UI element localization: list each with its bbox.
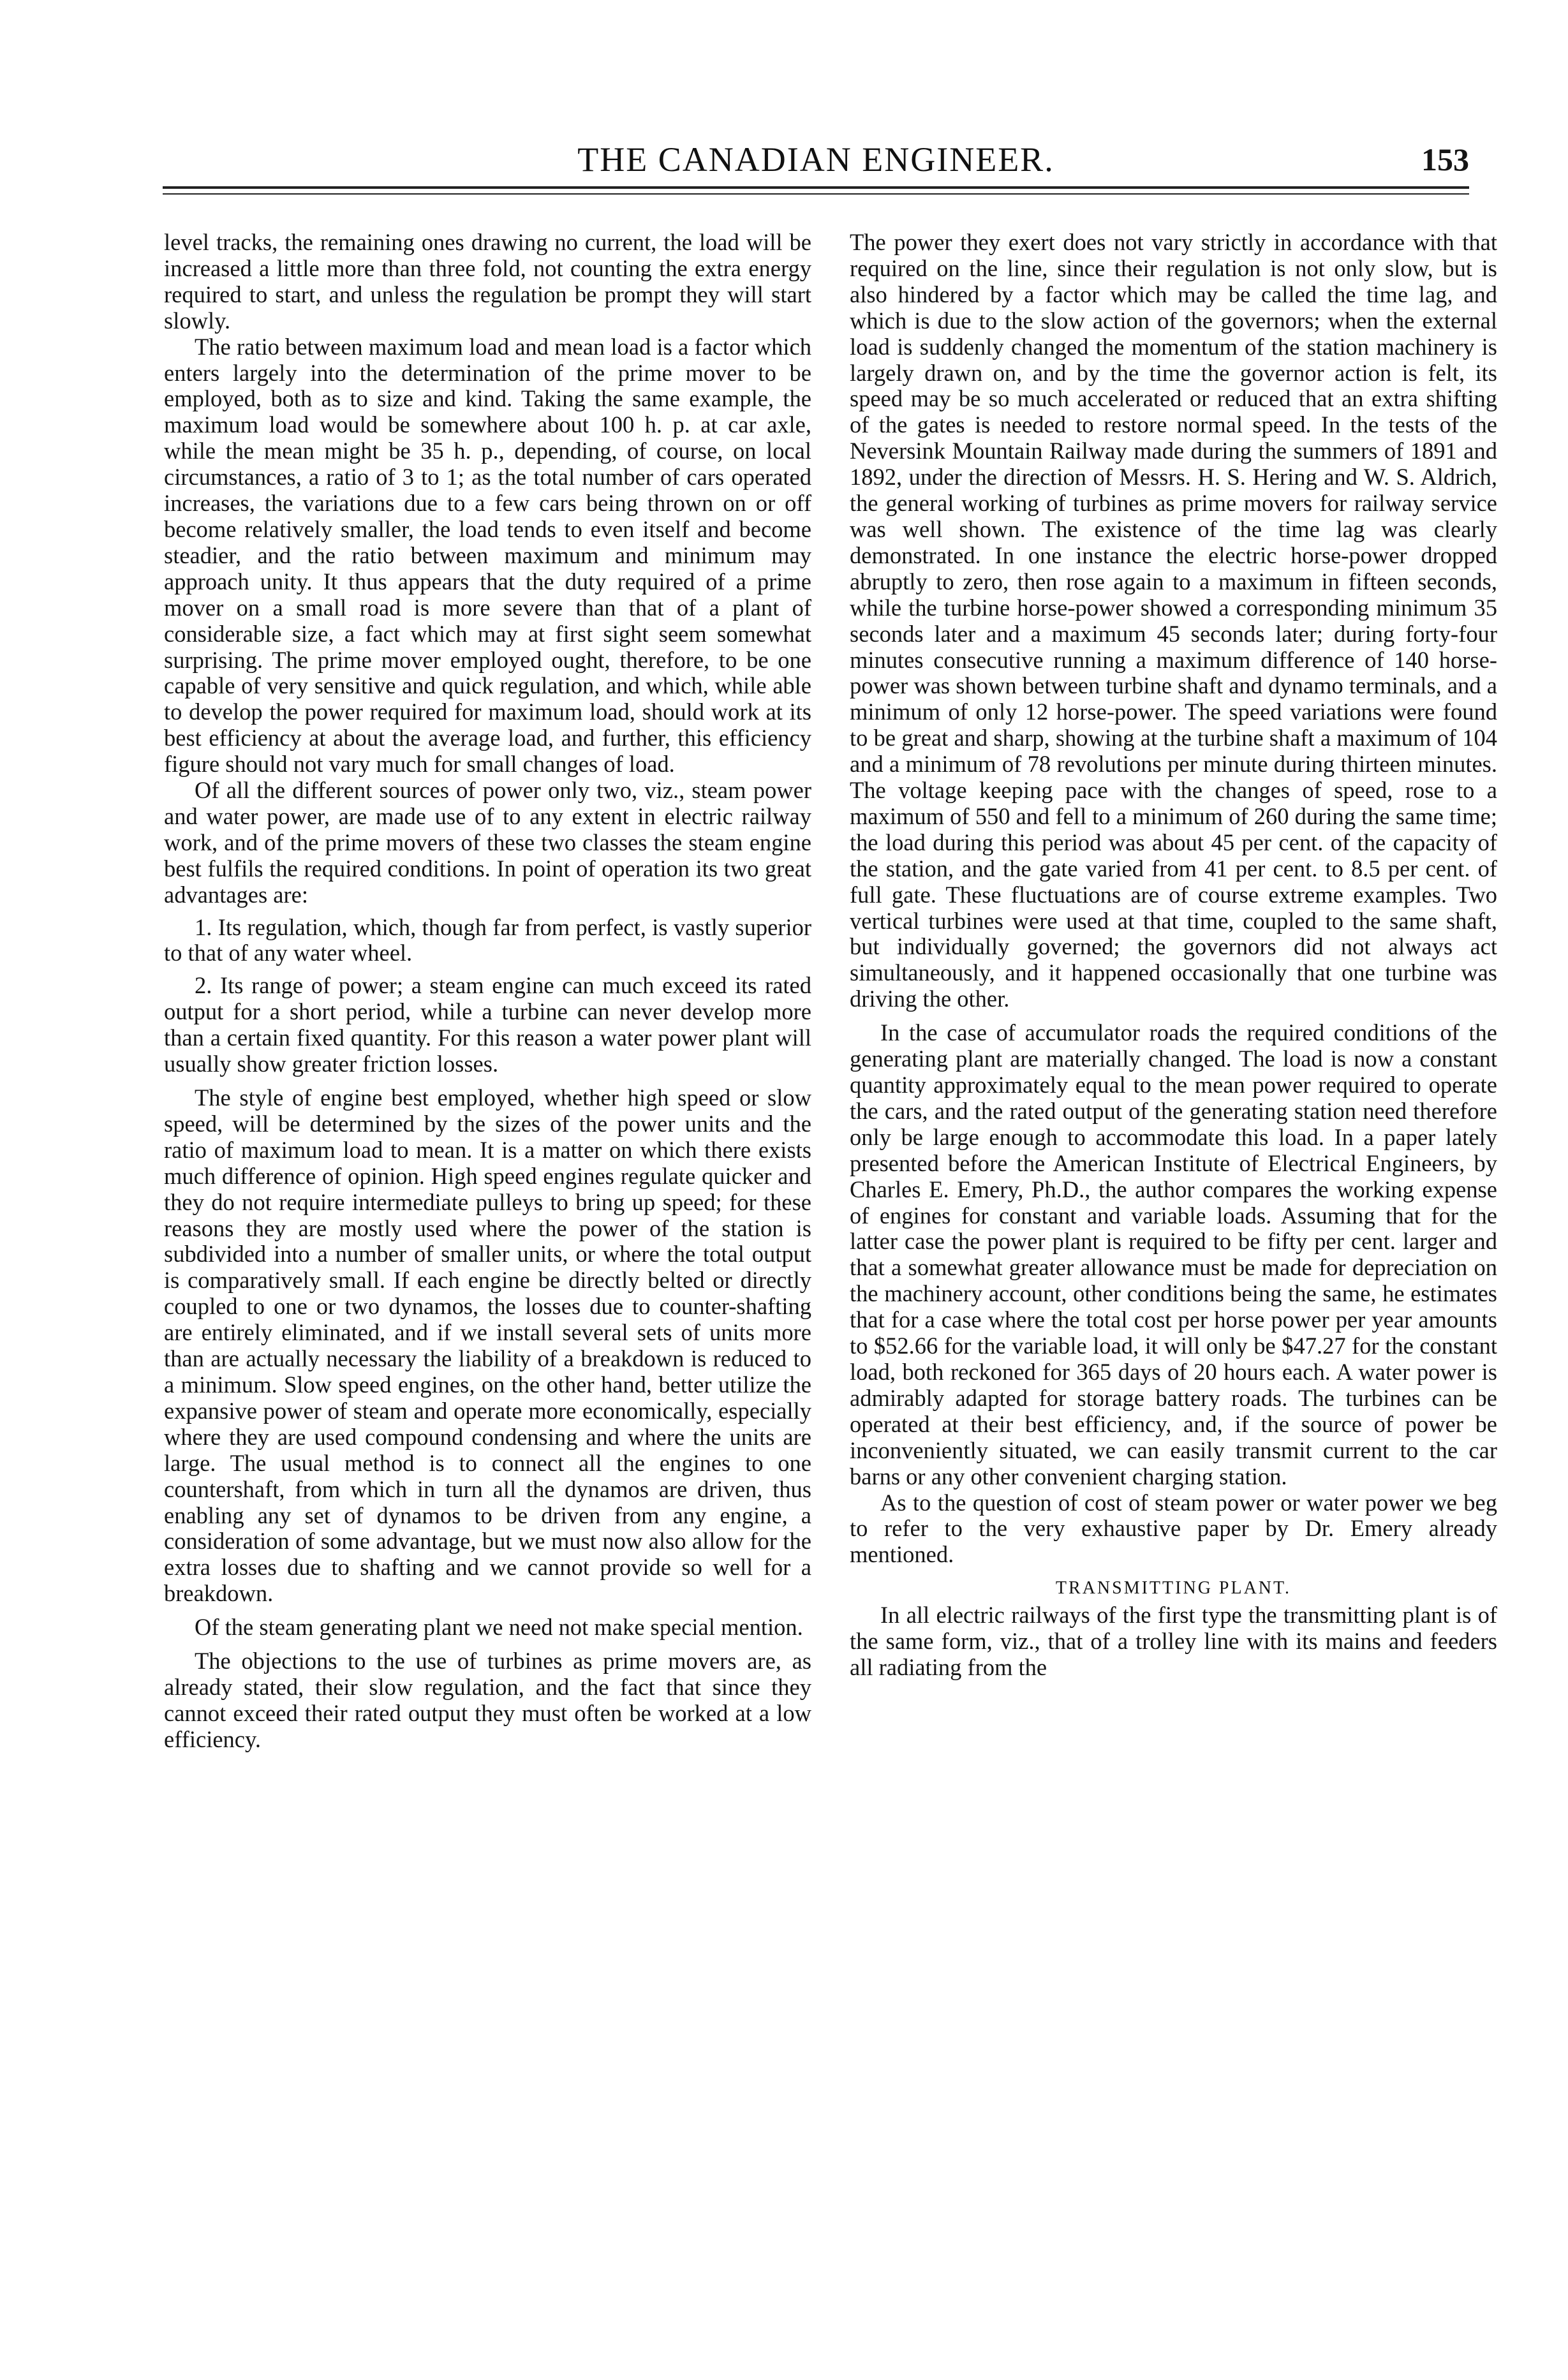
paragraph: As to the question of cost of steam power or water power we beg to refer to the very exhaustive paper by Dr. Emery already mentioned. [850,1489,1497,1568]
list-item: 1. Its regulation, which, though far from perfect, is vastly superior to that of any water wheel. [164,913,811,966]
running-header [163,137,1469,182]
page-number: 153 [1421,142,1469,177]
section-heading: TRANSMITTING PLANT. [1055,1578,1292,1599]
paragraph: Of all the different sources of power only two, viz., steam power and water power, are made use of to any extent in electric railway work, and of the prime movers of these two classes the steam engine best fulfils the required conditions. In point of operation its two great advantages are: [164,777,811,908]
paragraph: level tracks, the remaining ones drawing no current, the load will be increased a little more than three fold, not counting the extra energy required to start, and unless the regulation be prompt they will start slowly. [164,230,811,334]
right-column [850,230,1497,2354]
paragraph: Of the steam generating plant we need not make special mention. [195,1614,803,1641]
paragraph: The ratio between maximum load and mean load is a factor which enters largely into the determination of the prime mover to be employed, both as to size and kind. Taking the same example, the maximum load would be somewhere about 100 h. p. at car axle, while the mean might be 35 h. p., depending, of course, on local circumstances, a ratio of 3 to 1; as the total number of cars operated increases, the variations due to a few cars being thrown on or off become relatively smaller, the load tends to even itself and become steadier, and the ratio between maximum and minimum may approach unity. It thus appears that the duty required of a prime mover on a small road is more severe than that of a plant of considerable size, a fact which may at first sight seem somewhat surprising. The prime mover employed ought, therefore, to be one capable of very sensitive and quick regulation, and which, while able to develop the power required for maximum load, should work at its best efficiency at about the average load, and further, this efficiency figure should not vary much for small changes of load. [164,333,811,778]
paragraph: The style of engine best employed, whether high speed or slow speed, will be determined by the sizes of the power units and the ratio of maximum load to mean. It is a matter on which there exists much difference of opinion. High speed engines regulate quicker and they do not require intermediate pulleys to bring up speed; for these reasons they are mostly used where the power of the station is subdivided into a number of smaller units, or where the total output is comparatively small. If each engine be directly belted or directly coupled to one or two dynamos, the losses due to counter-shafting are entirely eliminated, and if we install several sets of units more than are actually necessary the liability of a breakdown is reduced to a minimum. Slow speed engines, on the other hand, better utilize the expansive power of steam and operate more economically, especially where they are used compound condensing and where the units are large. The usual method is to connect all the engines to one countershaft, from which in turn all the dynamos are driven, thus enabling any set of dynamos to be driven from any engine, a consideration of some advantage, but we must now also allow for the extra losses due to shafting and we cannot provide so well for a breakdown. [164,1084,811,1607]
paragraph: The objections to the use of turbines as prime movers are, as already stated, their slow regulation, and the fact that since they cannot exceed their rated output they must often be worked at a low efficiency. [164,1648,811,1752]
paragraph: In all electric railways of the first type the transmitting plant is of the same form, viz., that of a trolley line with its mains and feeders all radiating from the [850,1602,1497,1681]
list-item: 2. Its range of power; a steam engine can much exceed its rated output for a short period, while a turbine can never develop more than a certain fixed quantity. For this reason a water power plant will usually show greater friction losses. [164,972,811,1077]
paragraph: In the case of accumulator roads the required conditions of the generating plant are materially changed. The load is now a constant quantity approximately equal to the mean power required to operate the cars, and the rated output of the generating station need therefore only be large enough to accommodate this load. In a paper lately presented before the American Institute of Electrical Engineers, by Charles E. Emery, Ph.D., the author compares the working expense of engines for constant and variable loads. Assuming that for the latter case the power plant is required to be fifty per cent. larger and that a somewhat greater allowance must be made for depreciation on the machinery account, other conditions being the same, he estimates that for a case where the total cost per horse power per year amounts to $52.66 for the variable load, it will only be $47.27 for the constant load, both reckoned for 365 days of 20 hours each. A water power is admirably adapted for storage battery roads. The turbines can be operated at their best efficiency, and, if the source of power be inconveniently situated, we can easily transmit current to the car barns or any other convenient charging station. [850,1019,1497,1489]
header-rule-thick [163,186,1469,189]
paragraph: The power they exert does not vary strictly in accordance with that required on the line, since their regulation is not only slow, but is also hindered by a factor which may be called the time lag, and which is due to the slow action of the governors; when the external load is suddenly changed the momentum of the station machinery is largely drawn on, and by the time the governor action is felt, its speed may be so much accelerated or reduced that an extra shifting of the gates is needed to restore normal speed. In the tests of the Neversink Mountain Railway made during the summers of 1891 and 1892, under the direction of Messrs. H. S. Hering and W. S. Aldrich, the general working of turbines as prime movers for railway service was well shown. The existence of the time lag was clearly demonstrated. In one instance the electric horse-power dropped abruptly to zero, then rose again to a maximum in fifteen seconds, while the turbine horse-power showed a corresponding minimum 35 seconds later and a maximum 45 seconds later; during forty-four minutes consecutive running a maximum difference of 140 horse-power was shown between turbine shaft and dynamo terminals, and a minimum of only 12 horse-power. The speed variations were found to be great and sharp, showing at the turbine shaft a maximum of 104 and a minimum of 78 revolutions per minute during thirteen minutes. The voltage keeping pace with the changes of speed, rose to a maximum of 550 and fell to a minimum of 260 during the same time; the load during this period was about 45 per cent. of the capacity of the station, and the gate varied from 41 per cent. to 8.5 per cent. of full gate. These fluctuations are of course extreme examples. Two vertical turbines were used at that time, coupled to the same shaft, but individually governed; the governors did not always act simultaneously, and it happened occasionally that one turbine was driving the other. [850,230,1497,1012]
header-rule-thin [163,193,1469,195]
journal-title: THE CANADIAN ENGINEER. [577,140,1054,179]
left-column [164,230,811,2354]
